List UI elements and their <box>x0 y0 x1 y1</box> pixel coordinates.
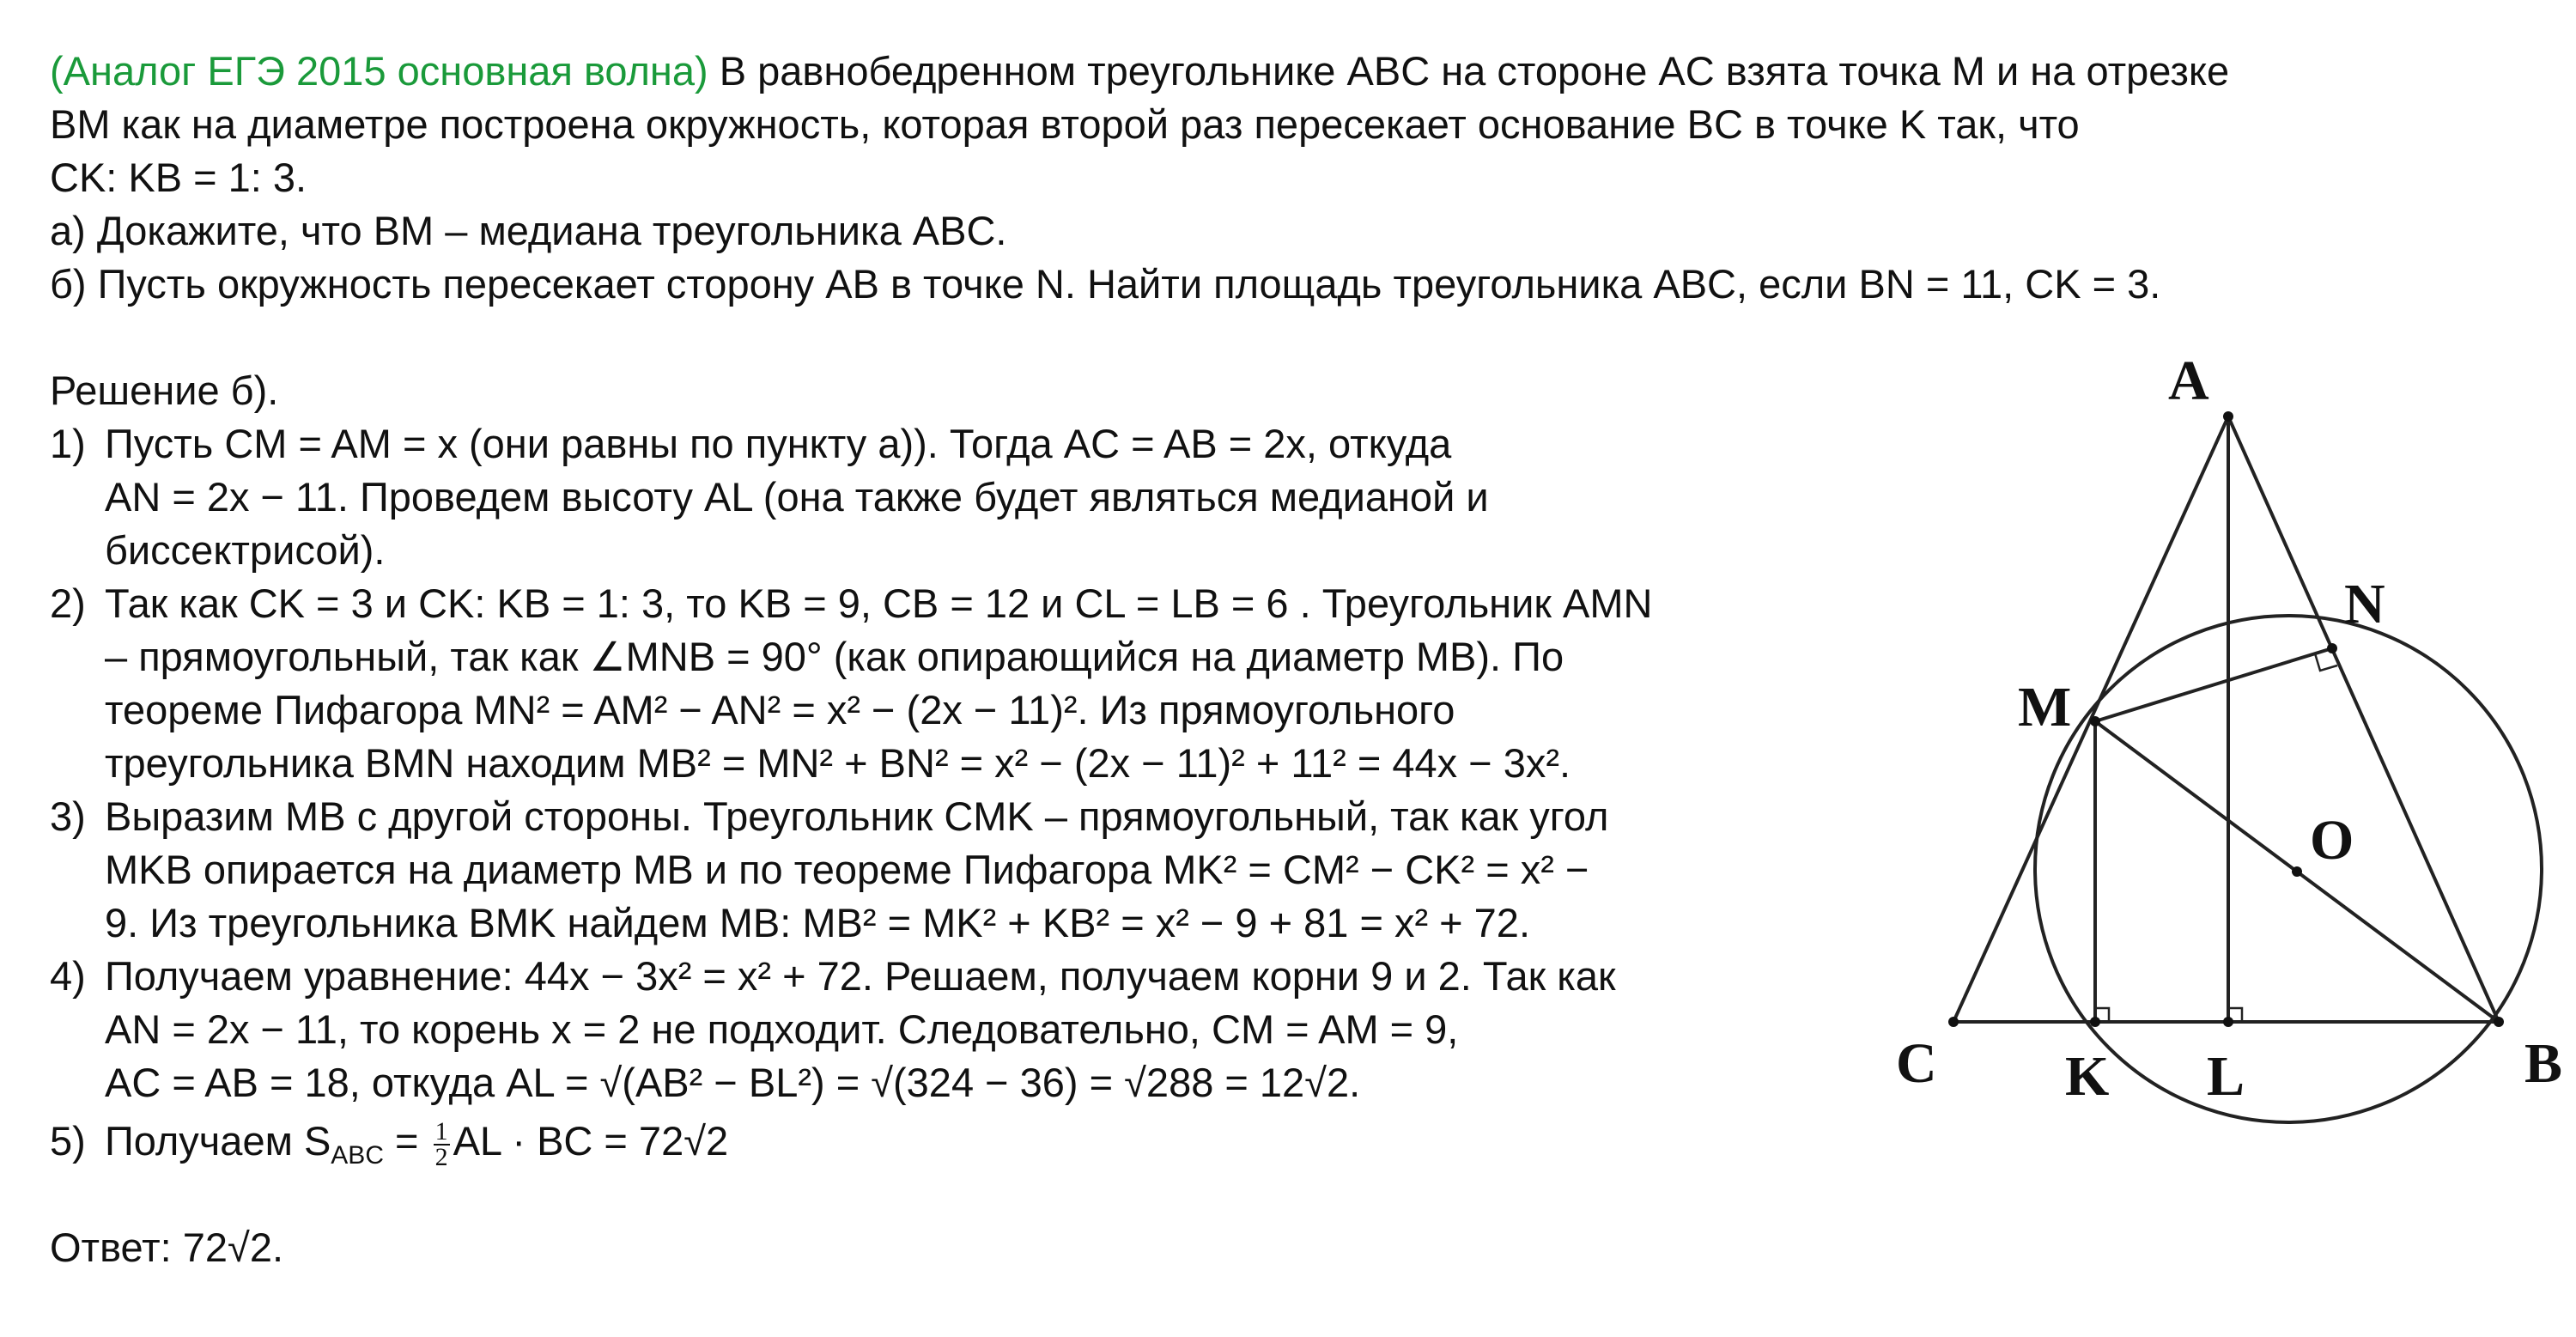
step-line: AN = 2x − 11. Проведем высоту AL (она также будет являться медианой и <box>105 474 1489 520</box>
problem-line-1 <box>50 45 2230 98</box>
segment-mn <box>2095 648 2332 721</box>
step-line: AC = AB = 18, откуда AL = √(AB² − BL²) = √(324 − 36) = √288 = 12√2. <box>105 1060 1361 1105</box>
half-fraction <box>434 1116 450 1171</box>
step-line: теореме Пифагора MN² = AM² − AN² = x² − (2x − 11)². Из прямоугольного <box>105 687 1455 732</box>
problem-part-a: а) Докажите, что BM – медиана треугольника ABC. <box>50 208 1007 253</box>
figure-svg <box>1872 343 2576 1168</box>
area-eq: = <box>383 1118 430 1164</box>
area-prefix: Получаем S <box>105 1118 331 1164</box>
step-number: 2) <box>50 580 86 626</box>
problem-text-1: В равнобедренном треугольнике ABC на стороне AC взята точка M и на отрезке <box>708 48 2230 94</box>
step-number: 5) <box>50 1118 86 1164</box>
solution-title: Решение б). <box>50 368 279 413</box>
circle-mb <box>2035 616 2542 1122</box>
text-block <box>50 45 2230 1274</box>
fraction-numerator: 1 <box>434 1116 448 1146</box>
problem-line-3: CK: KB = 1: 3. <box>50 155 307 200</box>
point-b <box>2494 1017 2504 1027</box>
point-o <box>2292 866 2302 877</box>
step-number: 4) <box>50 953 86 999</box>
solution-step-3 <box>50 790 1887 950</box>
step-line: MKB опирается на диаметр MB и по теореме Пифагора MK² = CM² − CK² = x² − <box>105 847 1589 892</box>
solution-step-5 <box>50 1115 1887 1171</box>
solution-step-2 <box>50 577 1887 790</box>
label-c: C <box>1896 1032 1937 1095</box>
answer: Ответ: 72√2. <box>50 1225 284 1270</box>
problem-line-2: BM как на диаметре построена окружность, которая второй раз пересекает основание BC в точке K так, что <box>50 101 2080 147</box>
point-c <box>1948 1017 1959 1027</box>
step-number: 3) <box>50 793 86 839</box>
point-k <box>2090 1017 2100 1027</box>
step-line: Получаем уравнение: 44x − 3x² = x² + 72. Решаем, получаем корни 9 и 2. Так как <box>105 953 1616 999</box>
point-m <box>2090 716 2100 726</box>
label-n: N <box>2344 573 2385 635</box>
label-m: M <box>2018 676 2072 738</box>
solution-step-4 <box>50 950 1887 1109</box>
area-subscript: ABC <box>331 1141 384 1170</box>
step-line: – прямоугольный, так как ∠MNB = 90° (как опирающийся на диаметр MB). По <box>105 634 1564 679</box>
solution-step-1 <box>50 417 1887 577</box>
fraction-denominator: 2 <box>434 1142 448 1171</box>
step-line: Выразим MB с другой стороны. Треугольник CMK – прямоугольный, так как угол <box>105 793 1609 839</box>
label-l: L <box>2207 1045 2245 1108</box>
problem-source: (Аналог ЕГЭ 2015 основная волна) <box>50 48 708 94</box>
step-line: биссектрисой). <box>105 527 386 573</box>
step-line: 9. Из треугольника BMK найдем MB: MB² = MK² + KB² = x² − 9 + 81 = x² + 72. <box>105 900 1531 945</box>
step-line: Так как CK = 3 и CK: KB = 1: 3, то KB = 9, CB = 12 и CL = LB = 6 . Треугольник AMN <box>105 580 1653 626</box>
step-line: Пусть CM = AM = x (они равны по пункту а)). Тогда AC = AB = 2x, откуда <box>105 421 1452 466</box>
label-a: A <box>2168 349 2209 412</box>
geometry-figure <box>1872 343 2576 1168</box>
step-number: 1) <box>50 421 86 466</box>
step-line: AN = 2x − 11, то корень x = 2 не подходит. Следовательно, CM = AM = 9, <box>105 1006 1459 1052</box>
point-a <box>2223 411 2233 422</box>
side-ab <box>2228 416 2499 1022</box>
area-suffix: AL · BC = 72√2 <box>453 1118 729 1164</box>
label-o: O <box>2310 809 2354 872</box>
step-line <box>105 1115 1887 1171</box>
problem-part-b: б) Пусть окружность пересекает сторону AB в точке N. Найти площадь треугольника ABC, если BN = 11, CK = 3. <box>50 261 2161 307</box>
label-b: B <box>2524 1032 2563 1095</box>
point-l <box>2223 1017 2233 1027</box>
step-line: треугольника BMN находим MB² = MN² + BN² = x² − (2x − 11)² + 11² = 44x − 3x². <box>105 740 1571 786</box>
label-k: K <box>2065 1045 2110 1108</box>
point-n <box>2327 643 2337 653</box>
